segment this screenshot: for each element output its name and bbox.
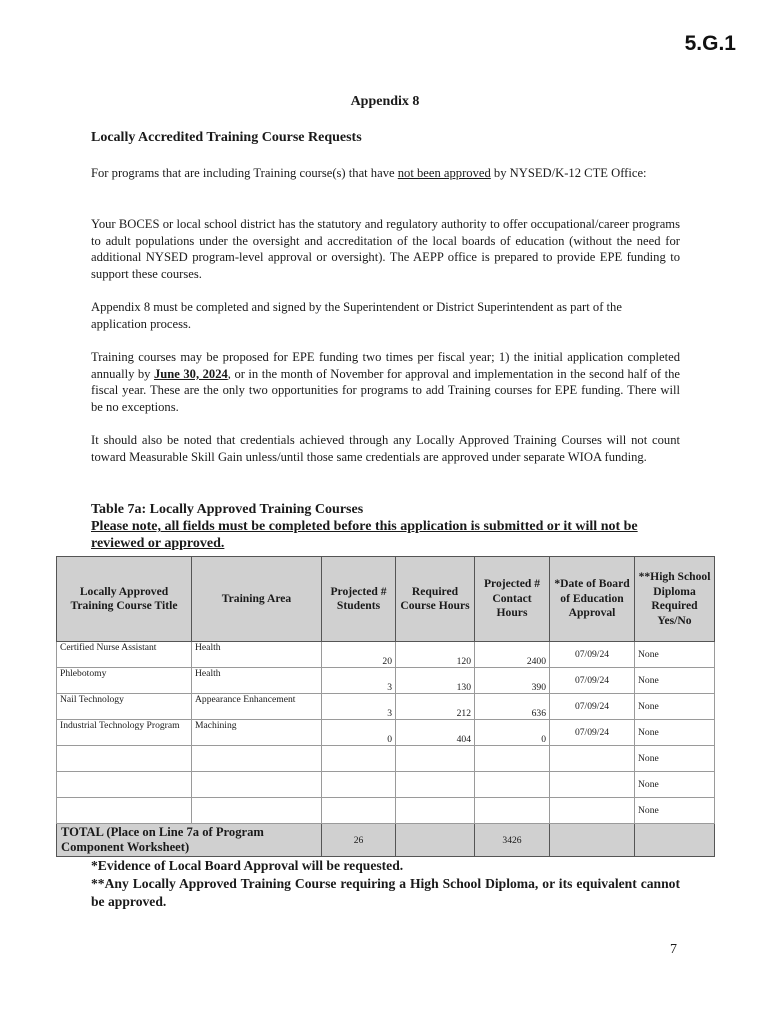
total-label: TOTAL (Place on Line 7a of Program Component Worksheet) [57, 824, 322, 857]
deadline-date: June 30, 2024 [153, 366, 228, 381]
page-code: 5.G.1 [684, 32, 736, 55]
cell-course-title [57, 746, 192, 772]
cell-course-title [57, 772, 192, 798]
timing-text-before: Training courses may be proposed for EPE funding two times per fiscal year; 1) the initial application completed annually by [91, 350, 680, 381]
total-row [57, 824, 715, 857]
cell-approval-date: 07/09/24 [550, 694, 635, 720]
cell-approval-date [550, 798, 635, 824]
cell-diploma-required: None [635, 746, 715, 772]
header-training-area: Training Area [192, 557, 322, 642]
table-note: Please note, all fields must be completed before this application is submitted or it will not be reviewed or approved. [91, 519, 638, 551]
table-row [57, 642, 715, 668]
intro-paragraph [91, 165, 680, 182]
table-row [57, 668, 715, 694]
cell-projected-students [322, 772, 396, 798]
cell-projected-students: 0 [322, 720, 396, 746]
header-required-hours: Required Course Hours [396, 557, 475, 642]
cell-required-hours [396, 798, 475, 824]
header-projected-students: Projected # Students [322, 557, 396, 642]
cell-required-hours: 212 [396, 694, 475, 720]
section-heading: Locally Accredited Training Course Requests [91, 130, 362, 145]
cell-training-area: Appearance Enhancement [192, 694, 322, 720]
table-row [57, 798, 715, 824]
cell-contact-hours [475, 772, 550, 798]
intro-underlined: not been approved [397, 166, 491, 180]
total-students: 26 [322, 824, 396, 857]
header-diploma-required: **High School Diploma Required Yes/No [635, 557, 715, 642]
header-course-title: Locally Approved Training Course Title [57, 557, 192, 642]
timing-paragraph [91, 349, 680, 415]
cell-approval-date: 07/09/24 [550, 642, 635, 668]
cell-diploma-required: None [635, 668, 715, 694]
note-diploma: **Any Locally Approved Training Course requiring a High School Diploma, or its equivalent cannot be approved. [91, 876, 680, 909]
cell-approval-date: 07/09/24 [550, 720, 635, 746]
timing-text-after: , or in the month of November for approval and implementation in the second half of the fiscal year. These are the only two opportunities for programs to add Training courses for EPE funding. There will be no exceptions. [91, 366, 681, 414]
training-courses-table [56, 556, 715, 857]
cell-course-title: Certified Nurse Assistant [57, 642, 192, 668]
cell-required-hours: 130 [396, 668, 475, 694]
cell-training-area [192, 798, 322, 824]
cell-course-title [57, 798, 192, 824]
cell-diploma-required: None [635, 772, 715, 798]
signature-paragraph [91, 299, 680, 332]
cell-course-title: Phlebotomy [57, 668, 192, 694]
header-approval-date: *Date of Board of Education Approval [550, 557, 635, 642]
total-contact-hours: 3426 [475, 824, 550, 857]
total-hours-empty [396, 824, 475, 857]
cell-projected-students [322, 746, 396, 772]
cell-contact-hours: 390 [475, 668, 550, 694]
cell-training-area [192, 772, 322, 798]
table-header-row [57, 557, 715, 642]
cell-projected-students: 3 [322, 694, 396, 720]
cell-contact-hours: 2400 [475, 642, 550, 668]
cell-contact-hours: 636 [475, 694, 550, 720]
authority-paragraph [91, 216, 680, 282]
cell-diploma-required: None [635, 642, 715, 668]
footnotes [91, 857, 680, 911]
cell-required-hours: 120 [396, 642, 475, 668]
cell-required-hours [396, 772, 475, 798]
cell-course-title: Industrial Technology Program [57, 720, 192, 746]
cell-training-area: Health [192, 668, 322, 694]
table-row [57, 720, 715, 746]
appendix-title: Appendix 8 [350, 94, 420, 109]
cell-contact-hours [475, 746, 550, 772]
note-board-approval: *Evidence of Local Board Approval will be requested. [91, 858, 404, 873]
table-row [57, 772, 715, 798]
cell-approval-date: 07/09/24 [550, 668, 635, 694]
credentials-paragraph [91, 432, 680, 465]
cell-required-hours [396, 746, 475, 772]
table-title: Table 7a: Locally Approved Training Courses [91, 502, 364, 517]
cell-contact-hours [475, 798, 550, 824]
intro-text-before: For programs that are including Training course(s) that have [91, 166, 398, 180]
cell-projected-students: 3 [322, 668, 396, 694]
cell-required-hours: 404 [396, 720, 475, 746]
table-title-block [91, 501, 691, 552]
table-row [57, 746, 715, 772]
table-row [57, 694, 715, 720]
total-date-empty [550, 824, 635, 857]
authority-text: Your BOCES or local school district has the statutory and regulatory authority to offer occupational/career programs to adult populations under the oversight and accreditation of the local boards of education (without the need for additional NYSED program-level approval or oversight). The AEPP office is prepared to provide EPE funding to support these courses. [91, 217, 680, 281]
credentials-text: It should also be noted that credentials achieved through any Locally Approved Training Courses will not count toward Measurable Skill Gain unless/until those same credentials are approved under separate WIOA funding. [91, 433, 680, 464]
cell-training-area: Machining [192, 720, 322, 746]
page-number: 7 [670, 942, 677, 957]
header-contact-hours: Projected # Contact Hours [475, 557, 550, 642]
cell-projected-students: 20 [322, 642, 396, 668]
cell-approval-date [550, 746, 635, 772]
cell-diploma-required: None [635, 694, 715, 720]
signature-text: Appendix 8 must be completed and signed by the Superintendent or District Superintendent as part of the application process. [91, 300, 622, 331]
cell-contact-hours: 0 [475, 720, 550, 746]
cell-training-area [192, 746, 322, 772]
cell-training-area: Health [192, 642, 322, 668]
intro-text-after: by NYSED/K-12 CTE Office: [490, 166, 647, 180]
cell-approval-date [550, 772, 635, 798]
cell-diploma-required: None [635, 798, 715, 824]
cell-diploma-required: None [635, 720, 715, 746]
cell-projected-students [322, 798, 396, 824]
cell-course-title: Nail Technology [57, 694, 192, 720]
total-diploma-empty [635, 824, 715, 857]
